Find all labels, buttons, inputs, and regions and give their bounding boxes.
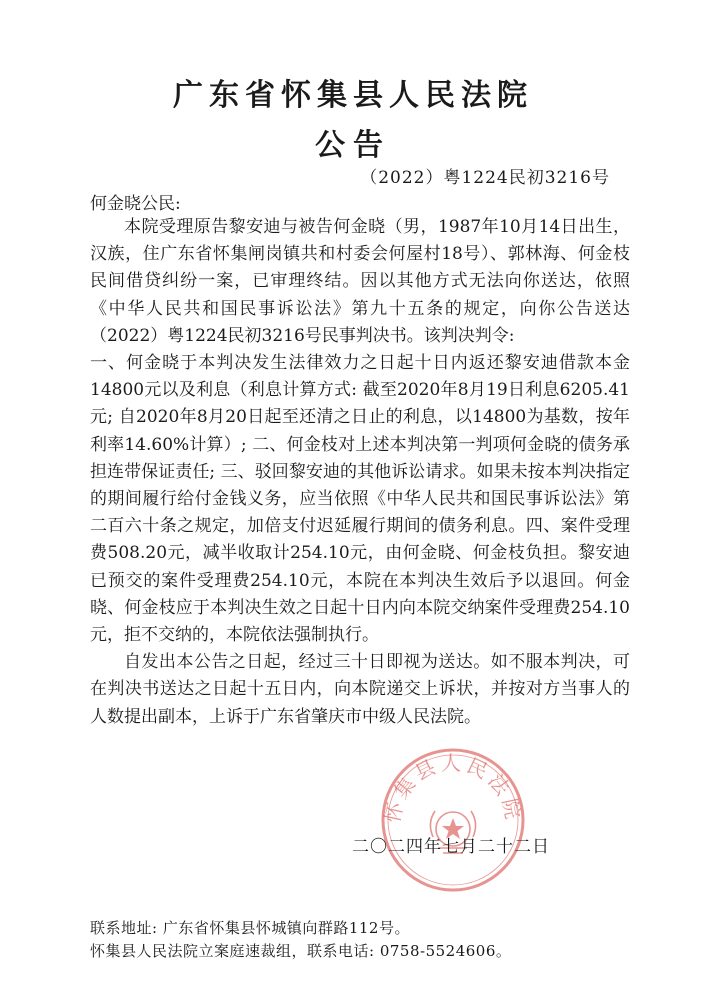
court-seal-stamp: [378, 745, 528, 895]
contact-phone: 怀集县人民法院立案庭速裁组，联系电话: 0758-5524606。: [90, 942, 512, 960]
document-type-title: 公告: [315, 128, 391, 163]
paragraph-case-summary: 本院受理原告黎安迪与被告何金晓（男，1987年10月14日出生，汉族，住广东省怀集闸岗镇共和村委会何屋村18号）、郭林海、何金枝民间借贷纠纷一案，已审理终结。因以其他方式无法向你送达，依照《中华人民共和国民事诉讼法》第九十五条的规定，向你公告送达（2022）粤1224民初3216号民事判决书。该判决判令:: [90, 217, 630, 346]
paragraph-service-appeal: 自发出本公告之日起，经过三十日即视为送达。如不服本判决，可在判决书送达之日起十五日内，向本院递交上诉状，并按对方当事人的人数提出副本，上诉于广东省肇庆市中级人民法院。: [90, 652, 630, 727]
court-name-title: 广东省怀集县人民法院: [173, 78, 533, 113]
contact-address: 联系地址: 广东省怀集县怀城镇向群路112号。: [90, 919, 410, 937]
paragraph-judgment-items: 一、何金晓于本判决发生法律效力之日起十日内返还黎安迪借款本金14800元以及利息（利息计算方式: 截至2020年8月19日利息6205.41元; 自2020年8月20日起至还清之日止的利息，以14800为基数，按年利率14.60%计算）; 二、何金枝对上述本判决第一判项何金晓的债务承担连带保证责任; 三、驳回黎安迪的其他诉讼请求。如果未按本判决指定的期间履行给付金钱义务，应当依照《中华人民共和国民事诉讼法》第二百六十条之规定，加倍支付迟延履行期间的债务利息。四、案件受理费508.20元，减半收取计254.10元，由何金晓、何金枝负担。黎安迪已预交的案件受理费254.10元，本院在本判决生效后予以退回。何金晓、何金枝应于本判决生效之日起十日内向本院交纳案件受理费254.10元，拒不交纳的，本院依法强制执行。: [90, 353, 630, 646]
addressee: 何金晓公民:: [90, 194, 181, 214]
issue-date: 二〇二四年七月二十二日: [352, 837, 550, 857]
case-number: （2022）粤1224民初3216号: [360, 168, 610, 188]
seal-lettering: 怀集县人民法院: [380, 751, 526, 825]
svg-text:怀集县人民法院: [380, 751, 526, 825]
notice-body: [90, 214, 630, 731]
